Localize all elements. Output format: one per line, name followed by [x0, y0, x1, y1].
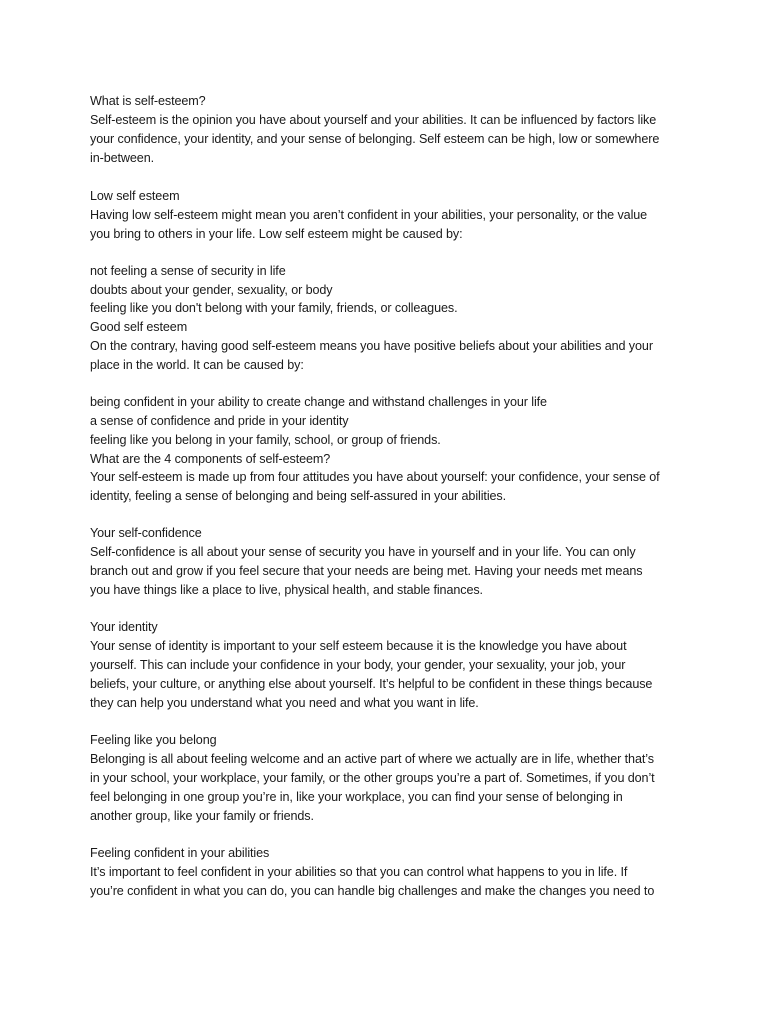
list-item: doubts about your gender, sexuality, or body — [90, 283, 333, 297]
body-text-line: feel belonging in one group you’re in, like your workplace, you can find your sense of belonging in — [90, 790, 623, 804]
body-text-line: in-between. — [90, 151, 155, 165]
body-text-line: in your school, your workplace, your family, or the other groups you’re a part of. Sometimes, if you don’t — [90, 771, 655, 785]
heading-self-confidence: Your self-confidence — [90, 526, 202, 540]
heading-confident-in-abilities: Feeling confident in your abilities — [90, 846, 270, 860]
body-text-line: place in the world. It can be caused by: — [90, 358, 304, 372]
heading-your-identity: Your identity — [90, 620, 158, 634]
body-text-line: you have things like a place to live, physical health, and stable finances. — [90, 583, 483, 597]
body-text-line: branch out and grow if you feel secure that your needs are being met. Having your needs met means — [90, 564, 643, 578]
body-text-line: Having low self-esteem might mean you aren’t confident in your abilities, your personality, or the value — [90, 208, 648, 222]
body-text-line: It’s important to feel confident in your abilities so that you can control what happens to you in life. If — [90, 865, 628, 879]
body-text-line: beliefs, your culture, or anything else about yourself. It’s helpful to be confident in these things because — [90, 677, 653, 691]
heading-good-self-esteem: Good self esteem — [90, 320, 188, 334]
list-item: a sense of confidence and pride in your identity — [90, 414, 349, 428]
heading-what-is-self-esteem: What is self-esteem? — [90, 94, 206, 108]
body-text-line: Belonging is all about feeling welcome and an active part of where we actually are in life, whether that’s — [90, 752, 654, 766]
body-text-line: Self-confidence is all about your sense of security you have in yourself and in your life. You can only — [90, 545, 636, 559]
heading-components: What are the 4 components of self-esteem? — [90, 452, 331, 466]
body-text-line: Your sense of identity is important to your self esteem because it is the knowledge you have about — [90, 639, 627, 653]
heading-low-self-esteem: Low self esteem — [90, 189, 180, 203]
list-item: being confident in your ability to create change and withstand challenges in your life — [90, 395, 547, 409]
body-text-line: you bring to others in your life. Low self esteem might be caused by: — [90, 227, 463, 241]
heading-feeling-like-you-belong: Feeling like you belong — [90, 733, 217, 747]
body-text-line: your confidence, your identity, and your sense of belonging. Self esteem can be high, low or somewhere — [90, 132, 660, 146]
list-item: feeling like you don't belong with your family, friends, or colleagues. — [90, 301, 458, 315]
body-text-line: identity, feeling a sense of belonging and being self-assured in your abilities. — [90, 489, 507, 503]
body-text-line: another group, like your family or friends. — [90, 809, 314, 823]
body-text-line: they can help you understand what you need and what you want in life. — [90, 696, 479, 710]
body-text-line: On the contrary, having good self-esteem means you have positive beliefs about your abilities and your — [90, 339, 653, 353]
body-text-line: you’re confident in what you can do, you can handle big challenges and make the changes you need to — [90, 884, 655, 898]
body-text-line: yourself. This can include your confidence in your body, your gender, your sexuality, your job, your — [90, 658, 626, 672]
list-item: feeling like you belong in your family, school, or group of friends. — [90, 433, 441, 447]
list-item: not feeling a sense of security in life — [90, 264, 286, 278]
body-text-line: Your self-esteem is made up from four attitudes you have about yourself: your confidence, your sense of — [90, 470, 660, 484]
body-text-line: Self-esteem is the opinion you have about yourself and your abilities. It can be influenced by factors like — [90, 113, 657, 127]
